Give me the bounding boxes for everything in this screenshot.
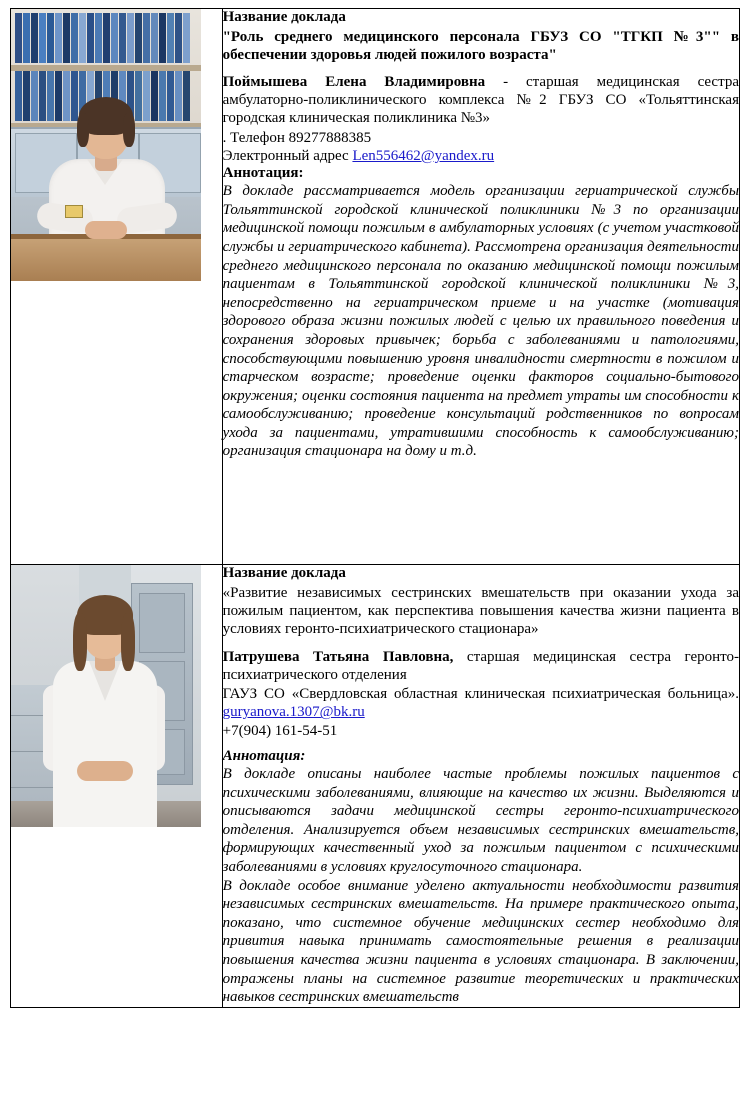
annotation-paragraph: В докладе описаны наиболее частые проблемы пожилых пациентов с психическими заболеваниями, влияющие на качество их жизни. Выделяются и описываются задачи медицинской сестры геронто-психиатрического отделения. Анализируется объем независимых сестринских вмешательств, формирующих качественный уход за пожилым пациентом с психическими заболеваниями в условиях круглосуточного стационара. [222, 766, 739, 876]
annotation-paragraph: В докладе рассматривается модель организации гериатрической службы Тольяттинской городской клинической поликлиники №3 по организации медицинской помощи пожилым в амбулаторных условиях (с учетом участковой службы и гериатрического кабинета). Рассмотрена организация деятельности среднего медицинского персонала по оказанию медицинской помощи пожилым пациентам в Тольяттинской городской клинической поликлиники №3, непосредственно на гериатрическом приеме и на участке (мотивация здорового образа жизни пожилых людей с целью их правильного поведения и сохранения здоровых привычек; борьба с заболеваниями и патологиями, способствующими повышению уровня инвалидности смертности в пожилом и старческом возрасте; проведение оценки факторов социально-бытового окружения; оценки состояния пациента на предмет утраты им способности к самообслуживанию; проведение консультаций родственников по вопросам ухода за пациентами, утратившими способность к самообслуживанию; организация стационара на дому и т.д. [222, 183, 739, 460]
photo-cell-2 [11, 565, 223, 1008]
author-block-2 [223, 648, 739, 685]
email-link-2[interactable]: guryanova.1307@bk.ru [222, 704, 365, 721]
photo-nurse-at-desk [11, 9, 201, 281]
organization-name-2: ГАУЗ СО «Свердловская областная клиническая психиатрическая больница». [222, 686, 739, 703]
author-name-2: Патрушева Татьяна Павловна, [222, 648, 454, 665]
report-title-2: «Развитие независимых сестринских вмешательств при оказании ухода за пожилым пациентом, как перспектива повышения качества жизни пациента в условиях геронто-психиатрического стационара» [222, 584, 739, 638]
phone-2: +7(904) 161-54-51 [222, 722, 338, 739]
document-page [0, 8, 750, 1108]
annotation-label-1: Аннотация: [222, 165, 304, 182]
email-label-1: Электронный адрес [222, 147, 353, 164]
photo-cell-1 [11, 9, 223, 565]
annotation-paragraph: В докладе особое внимание уделено актуальности необходимости развития независимых сестринских вмешательств. На примере практического опыта, показано, что системное обучение медицинских сестер необходимо для привития навыка принимать самостоятельные решения в реализации повышения качества жизни пациента в условиях стационара. В заключении, отражены планы на системное развитие теоретических и практических навыков сестринских вмешательств [222, 877, 739, 1006]
abstracts-table [10, 8, 740, 1008]
text-cell-2 [222, 565, 739, 1008]
table-row [11, 565, 740, 1008]
title-label-1: Название доклада [222, 9, 346, 25]
report-title-1: "Роль среднего медицинского персонала ГБУЗ СО "ТГКП №3"" в обеспечении здоровья людей пожилого возраста" [222, 28, 739, 63]
annotation-label-2: Аннотация: [222, 748, 306, 765]
author-name-1: Поймышева Елена Владимировна [222, 73, 486, 90]
author-position-2: старшая медицинская сестра геронто-психиатрического отделения [222, 648, 739, 683]
email-row-1 [223, 147, 739, 165]
organization-2 [223, 685, 739, 722]
table-row [11, 9, 740, 565]
phone-1: . Телефон 89277888385 [222, 129, 372, 146]
author-position-1: - старшая медицинская сестра амбулаторно-поликлинического комплекса №2 ГБУЗ СО «Тольяттинская городская клиническая поликлиника №3» [222, 73, 739, 127]
text-cell-1 [222, 9, 739, 565]
title-label-2: Название доклада [222, 565, 346, 581]
photo-nurse-in-corridor [11, 565, 201, 827]
email-link-1[interactable]: Len556462@yandex.ru [352, 147, 495, 164]
author-block-1 [223, 73, 739, 128]
